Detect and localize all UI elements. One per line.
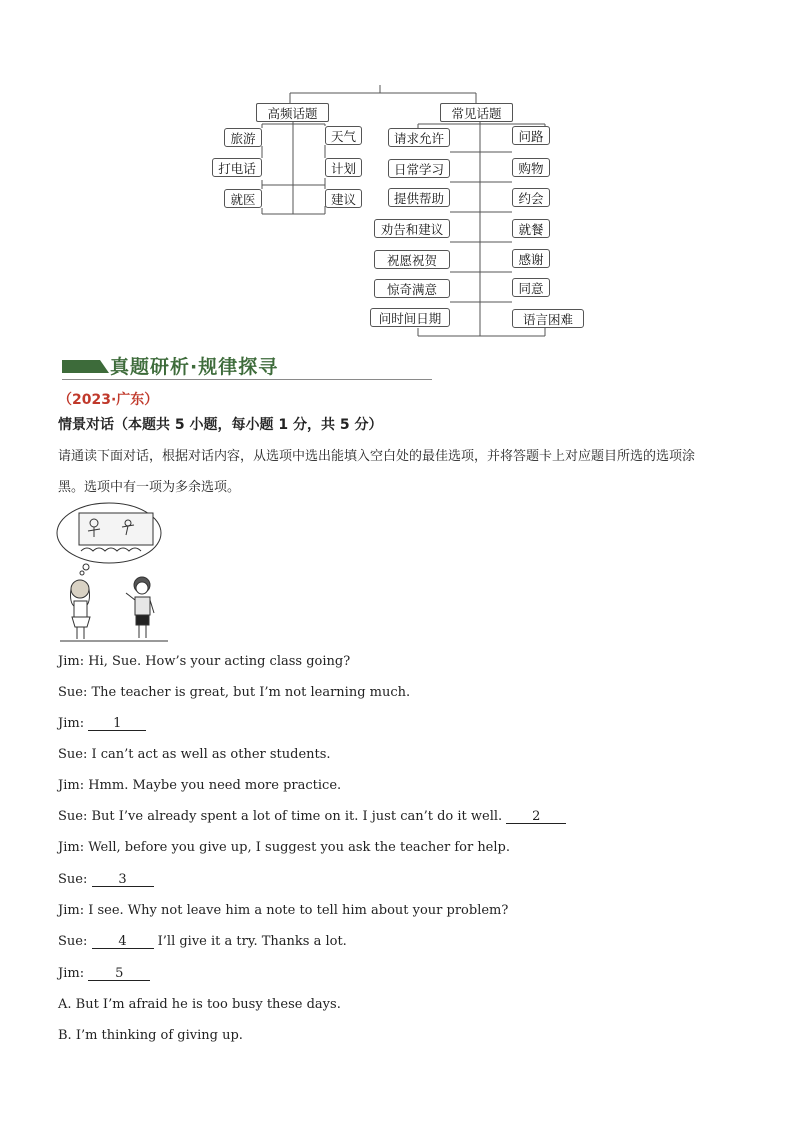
task-title: 情景对话（本题共 5 小题，每小题 1 分，共 5 分） [58, 417, 383, 433]
answer-blank-5[interactable]: 5 [88, 967, 150, 981]
tree-node-right-b-5: 同意 [512, 278, 550, 297]
year-source-tag: （2023·广东） [58, 392, 159, 408]
tree-node-right-a-3: 劝告和建议 [374, 219, 450, 238]
tree-node-right-b-6: 语言困难 [512, 309, 584, 328]
tree-node-right-b-3: 就餐 [512, 219, 550, 238]
tree-node-right-a-0: 请求允许 [388, 128, 450, 147]
tree-node-right-b-4: 感谢 [512, 249, 550, 268]
tree-node-left-a-1: 打电话 [212, 158, 262, 177]
tree-node-right-a-5: 惊奇满意 [374, 279, 450, 298]
tree-node-left-a-2: 就医 [224, 189, 262, 208]
speaker-label: Jim: [58, 716, 85, 731]
tree-node-left-b-0: 天气 [325, 126, 362, 145]
dialogue-text: I’ll give it a try. Thanks a lot. [157, 934, 347, 949]
tree-node-right-a-1: 日常学习 [388, 159, 450, 178]
tree-node-left-b-1: 计划 [325, 158, 362, 177]
tree-node-right-a-6: 问时间日期 [370, 308, 450, 327]
speaker-label: Jim: [58, 966, 85, 981]
section-title: 真题研析·规律探寻 [110, 356, 279, 378]
tree-head-frequent: 高频话题 [256, 103, 329, 122]
dialogue-line-8 [58, 872, 154, 887]
dialogue-line-11 [58, 966, 150, 981]
section-banner [62, 352, 432, 382]
banner-divider [62, 379, 432, 380]
dialogue-text: Sue: But I’ve already spent a lot of time on it. I just can’t do it well. [58, 809, 503, 824]
option-a[interactable]: A. But I’m afraid he is too busy these days. [58, 997, 341, 1012]
dialogue-line-4: Sue: I can’t act as well as other students. [58, 747, 331, 762]
dialogue-line-5: Jim: Hmm. Maybe you need more practice. [58, 778, 342, 793]
answer-blank-1[interactable]: 1 [88, 717, 146, 731]
speaker-label: Sue: [58, 934, 88, 949]
dialogue-line-9: Jim: I see. Why not leave him a note to tell him about your problem? [58, 903, 509, 918]
tree-node-right-a-4: 祝愿祝贺 [374, 250, 450, 269]
tree-node-left-b-2: 建议 [325, 189, 362, 208]
banner-flag-icon [62, 360, 100, 373]
cartoon-image [56, 501, 170, 643]
dialogue-line-6 [58, 809, 566, 824]
tree-node-right-b-0: 问路 [512, 126, 550, 145]
tree-node-right-b-1: 购物 [512, 158, 550, 177]
dialogue-line-7: Jim: Well, before you give up, I suggest you ask the teacher for help. [58, 840, 510, 855]
answer-blank-3[interactable]: 3 [92, 873, 154, 887]
answer-blank-2[interactable]: 2 [506, 810, 566, 824]
dialogue-line-1: Jim: Hi, Sue. How’s your acting class going? [58, 654, 351, 669]
tree-node-right-b-2: 约会 [512, 188, 550, 207]
tree-head-common: 常见话题 [440, 103, 513, 122]
tree-node-left-a-0: 旅游 [224, 128, 262, 147]
topic-tree [0, 0, 794, 345]
option-b[interactable]: B. I’m thinking of giving up. [58, 1028, 243, 1043]
dialogue-line-3 [58, 716, 146, 731]
dialogue-line-10 [58, 934, 347, 949]
tree-node-right-a-2: 提供帮助 [388, 188, 450, 207]
dialogue-line-2: Sue: The teacher is great, but I’m not learning much. [58, 685, 411, 700]
instructions-line-1: 请通读下面对话，根据对话内容，从选项中选出能填入空白处的最佳选项，并将答题卡上对应题目所选的选项涂 [58, 449, 696, 464]
answer-blank-4[interactable]: 4 [92, 935, 154, 949]
instructions-line-2: 黑。选项中有一项为多余选项。 [58, 480, 241, 495]
speaker-label: Sue: [58, 872, 88, 887]
acting-class-illustration [56, 501, 170, 643]
